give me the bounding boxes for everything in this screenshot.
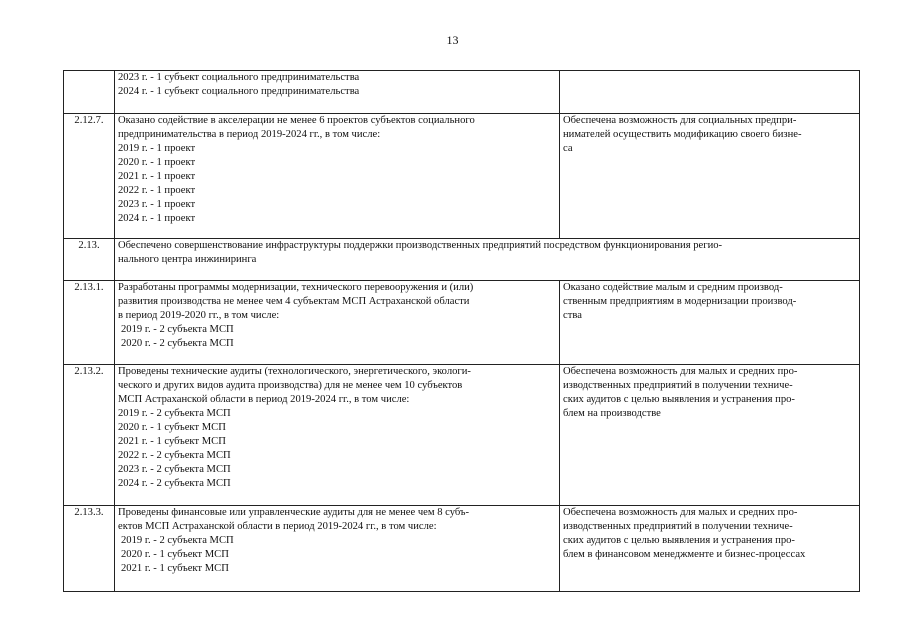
row-number: 2.13. xyxy=(64,239,115,281)
description-line: 2023 г. - 1 субъект социального предпринимательства xyxy=(118,72,360,83)
row-number: 2.13.2. xyxy=(64,365,115,506)
result-line: блем в финансовом менеджменте и бизнес-процессах xyxy=(563,549,806,560)
result-line: ственным предприятиям в модернизации производ- xyxy=(563,296,797,307)
row-description xyxy=(115,506,560,592)
description-line: в период 2019-2020 гг., в том числе: xyxy=(118,310,280,321)
description-line: Проведены финансовые или управленческие аудиты для не менее чем 8 субъ- xyxy=(118,507,470,518)
row-result xyxy=(560,506,860,592)
row-description xyxy=(115,71,560,114)
row-description xyxy=(115,281,560,365)
result-line: ских аудитов с целью выявления и устранения про- xyxy=(563,394,795,405)
description-line: МСП Астраханской области в период 2019-2024 гг., в том числе: xyxy=(118,394,410,405)
result-line: блем на производстве xyxy=(563,408,661,419)
description-line: 2019 г. - 1 проект xyxy=(118,143,196,154)
description-line: 2019 г. - 2 субъекта МСП xyxy=(118,408,231,419)
description-line: 2020 г. - 1 проект xyxy=(118,157,196,168)
description-line: 2021 г. - 1 проект xyxy=(118,171,196,182)
description-line: 2024 г. - 2 субъекта МСП xyxy=(118,478,231,489)
result-line: Обеспечена возможность для малых и средних про- xyxy=(563,366,798,377)
description-line: 2020 г. - 1 субъект МСП xyxy=(121,549,229,560)
description-line: 2023 г. - 1 проект xyxy=(118,199,196,210)
description-line: 2022 г. - 1 проект xyxy=(118,185,196,196)
description-line: 2021 г. - 1 субъект МСП xyxy=(121,563,229,574)
result-line: са xyxy=(563,143,573,154)
description-line: 2020 г. - 2 субъекта МСП xyxy=(121,338,234,349)
description-line: 2024 г. - 1 субъект социального предпринимательства xyxy=(118,86,360,97)
page-number: 13 xyxy=(446,33,459,47)
description-line: 2021 г. - 1 субъект МСП xyxy=(118,436,226,447)
description-line: развития производства не менее чем 4 субъектам МСП Астраханской области xyxy=(118,296,470,307)
result-line: ства xyxy=(563,310,582,321)
description-line: Разработаны программы модернизации, технического перевооружения и (или) xyxy=(118,282,474,293)
row-number: 2.12.7. xyxy=(64,114,115,239)
description-line: предпринимательства в период 2019-2024 гг., в том числе: xyxy=(118,129,381,140)
description-line: 2019 г. - 2 субъекта МСП xyxy=(121,324,234,335)
measures-table xyxy=(63,70,860,592)
row-number: 2.13.1. xyxy=(64,281,115,365)
row-description xyxy=(115,365,560,506)
result-line: изводственных предприятий в получении техниче- xyxy=(563,521,793,532)
description-line: 2020 г. - 1 субъект МСП xyxy=(118,422,226,433)
row-number xyxy=(64,71,115,114)
description-line: ческого и других видов аудита производства) для не менее чем 10 субъектов xyxy=(118,380,463,391)
table-row xyxy=(64,71,860,114)
description-line: Обеспечено совершенствование инфраструктуры поддержки производственных предприятий посредством функционирования регио- xyxy=(118,240,723,251)
row-result xyxy=(560,281,860,365)
row-result xyxy=(560,71,860,114)
table-row xyxy=(64,114,860,239)
result-line: Обеспечена возможность для социальных предпри- xyxy=(563,115,797,126)
result-line: изводственных предприятий в получении техниче- xyxy=(563,380,793,391)
result-line: ских аудитов с целью выявления и устранения про- xyxy=(563,535,795,546)
row-description xyxy=(115,114,560,239)
description-line: нального центра инжиниринга xyxy=(118,254,257,265)
description-line: ектов МСП Астраханской области в период 2019-2024 гг., в том числе: xyxy=(118,521,437,532)
row-number: 2.13.3. xyxy=(64,506,115,592)
table-row xyxy=(64,365,860,506)
table-row xyxy=(64,506,860,592)
result-line: нимателей осуществить модификацию своего бизне- xyxy=(563,129,802,140)
description-line: Оказано содействие в акселерации не менее 6 проектов субъектов социального xyxy=(118,115,475,126)
description-line: 2023 г. - 2 субъекта МСП xyxy=(118,464,231,475)
row-result xyxy=(560,365,860,506)
table-row xyxy=(64,281,860,365)
row-result xyxy=(560,114,860,239)
description-line: 2022 г. - 2 субъекта МСП xyxy=(118,450,231,461)
result-line: Обеспечена возможность для малых и средних про- xyxy=(563,507,798,518)
table-row xyxy=(64,239,860,281)
description-line: 2024 г. - 1 проект xyxy=(118,213,196,224)
result-line: Оказано содействие малым и средним производ- xyxy=(563,282,783,293)
row-description xyxy=(115,239,860,281)
description-line: Проведены технические аудиты (технологического, энергетического, экологи- xyxy=(118,366,471,377)
description-line: 2019 г. - 2 субъекта МСП xyxy=(121,535,234,546)
